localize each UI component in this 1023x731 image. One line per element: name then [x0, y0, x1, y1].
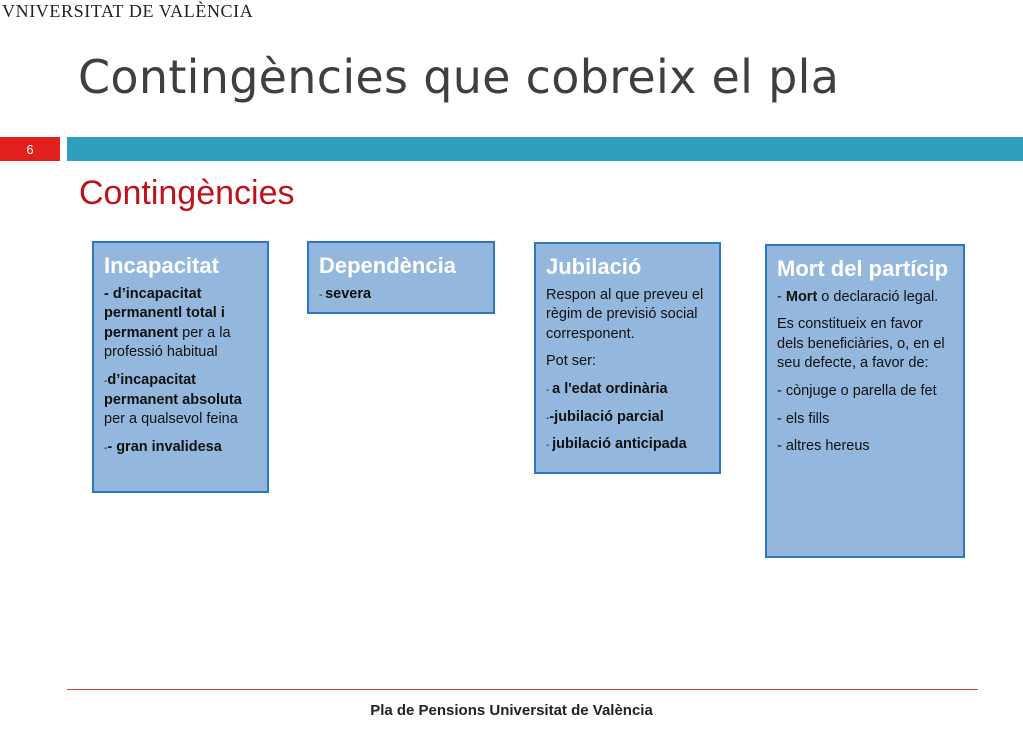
- card-dash: -: [777, 288, 786, 305]
- footer-text: Pla de Pensions Universitat de València: [370, 702, 653, 719]
- card-text: o declaració legal.: [817, 288, 939, 305]
- card-paragraph: [546, 380, 709, 400]
- card-title: Jubilació: [546, 254, 642, 279]
- card-paragraph: [777, 288, 953, 308]
- card-paragraph: Respon al que preveu el règim de previsió social corresponent.: [546, 286, 704, 342]
- card-paragraph: Es constitueix en favor dels beneficiàries, o, en el seu defecte, a favor de:: [777, 316, 945, 372]
- card-title: Mort del partícip: [777, 256, 949, 281]
- card-dash: -: [546, 412, 550, 424]
- card-jubilacio: [534, 242, 721, 474]
- card-paragraph: - cònjuge o parella de fet: [777, 382, 937, 399]
- card-dash: -: [319, 289, 326, 301]
- card-title: Dependència: [319, 253, 456, 278]
- card-bold-text: severa: [325, 285, 372, 302]
- header-band: [67, 137, 1023, 161]
- card-bold-text: d’incapacitat permanent absoluta: [104, 371, 242, 408]
- card-text: per a qualsevol feina: [104, 411, 238, 428]
- footer-divider: [67, 689, 978, 690]
- page-title: Contingències que cobreix el pla: [78, 50, 840, 104]
- slide-number: 6: [0, 137, 60, 161]
- card-dash: -: [546, 440, 553, 452]
- card-paragraph: [104, 285, 257, 363]
- section-title: Contingències: [79, 174, 295, 212]
- card-paragraph: - altres hereus: [777, 438, 870, 455]
- card-dash: -: [104, 442, 108, 454]
- card-dash: -: [104, 375, 108, 387]
- card-bold-text: Mort: [785, 288, 818, 305]
- card-bold-text: a l'edat ordinària: [552, 380, 668, 397]
- card-text: per a la professió habitual: [104, 324, 231, 361]
- card-mort: [765, 244, 965, 558]
- card-incapacitat: [92, 241, 269, 493]
- card-paragraph: [104, 438, 257, 458]
- card-paragraph: Pot ser:: [546, 353, 596, 370]
- card-paragraph: - els fills: [777, 410, 830, 427]
- card-bold-text: jubilació anticipada: [552, 436, 687, 453]
- card-title: Incapacitat: [104, 253, 219, 278]
- card-bold-text: - gran invalidesa: [107, 438, 222, 455]
- card-dependencia: [307, 241, 495, 314]
- card-paragraph: [546, 408, 709, 428]
- card-paragraph: [546, 435, 709, 455]
- card-bold-text: - d’incapacitat permanentl total i permanent: [104, 285, 225, 341]
- card-paragraph: [104, 371, 257, 430]
- card-dash: -: [546, 384, 553, 396]
- card-bold-text: -jubilació parcial: [549, 408, 664, 425]
- university-logo: VNIVERSITAT DE VALÈNCIA: [2, 1, 254, 21]
- card-paragraph: [319, 285, 483, 305]
